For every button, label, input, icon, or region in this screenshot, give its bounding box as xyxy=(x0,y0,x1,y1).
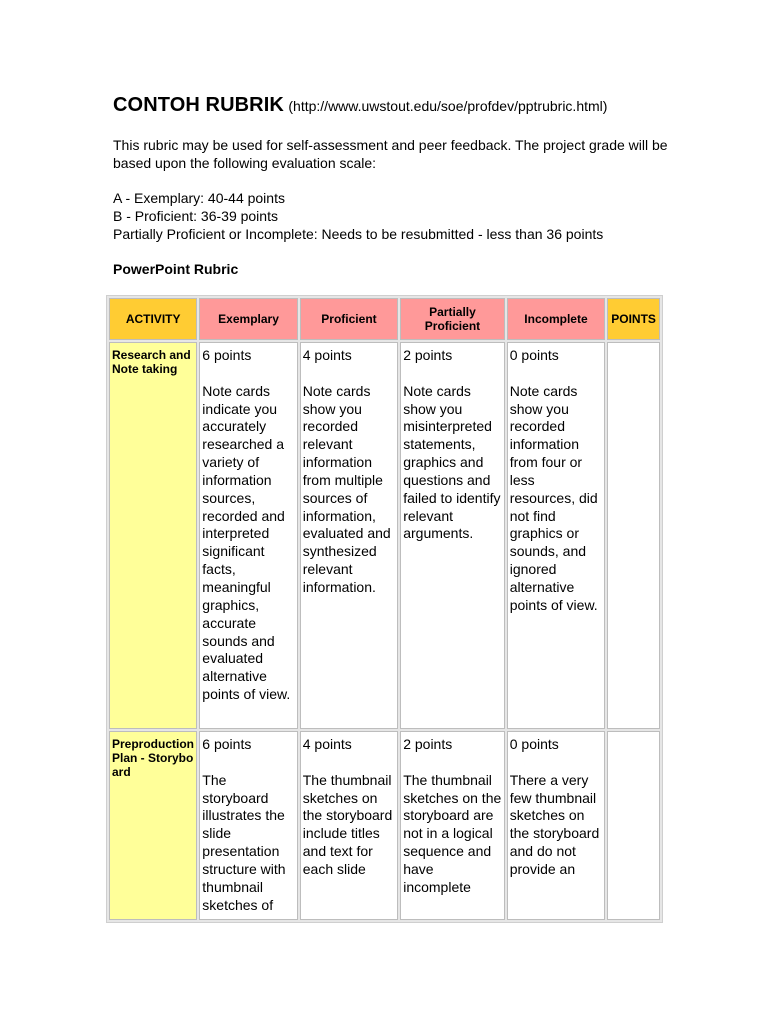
cell-description: Note cards show you recorded relevant information from multiple sources of information, evaluated and synthesized relevant information. xyxy=(302,382,391,595)
cell-clip xyxy=(510,736,602,916)
cell-clip xyxy=(303,736,395,916)
cell-points: 6 points xyxy=(202,347,252,363)
cell-description: Note cards show you recorded information from four or less resources, did not find graphics or sounds, and ignored alternative points of view. xyxy=(509,382,598,613)
title-text: CONTOH RUBRIK xyxy=(113,94,284,116)
rubric-cell xyxy=(507,342,605,729)
header-proficient: Proficient xyxy=(300,298,398,340)
grade-line: B - Proficient: 36-39 points xyxy=(113,208,278,224)
table-header-row xyxy=(109,298,660,340)
cell-clip xyxy=(403,736,502,916)
rubric-cell xyxy=(199,342,297,729)
cell-description: Note cards show you misinterpreted statements, graphics and questions and failed to identify relevant arguments. xyxy=(403,382,501,542)
rubric-cell xyxy=(300,342,398,729)
cell-points: 2 points xyxy=(403,347,453,363)
cell-description: There a very few thumbnail sketches on the storyboard and do not provide an xyxy=(509,771,600,877)
section-title: PowerPoint Rubric xyxy=(113,261,239,277)
header-points: POINTS xyxy=(607,298,660,340)
cell-points: 2 points xyxy=(403,736,453,752)
page-title xyxy=(113,94,607,117)
grade-line: Partially Proficient or Incomplete: Needs to be resubmitted - less than 36 points xyxy=(113,226,604,242)
points-cell xyxy=(607,342,660,729)
table-row xyxy=(109,342,660,729)
header-activity: ACTIVITY xyxy=(109,298,197,340)
activity-label: Preproduction Plan - Storyboard xyxy=(112,737,195,779)
rubric-cell xyxy=(507,731,605,920)
activity-cell: Research and Note taking xyxy=(109,342,197,729)
cell-description: Note cards indicate you accurately researched a variety of information sources, recorded and interpreted significant facts, meaningful graphics, accurate sounds and evaluated alternative points of view. xyxy=(202,382,291,703)
header-exemplary: Exemplary xyxy=(199,298,297,340)
cell-points: 6 points xyxy=(202,736,252,752)
cell-points: 4 points xyxy=(302,736,352,752)
grade-line: A - Exemplary: 40-44 points xyxy=(113,190,285,206)
source-url: (http://www.uwstout.edu/soe/profdev/pptrubric.html) xyxy=(288,98,608,114)
rubric-cell xyxy=(300,731,398,920)
cell-description: The storyboard illustrates the slide presentation structure with thumbnail sketches of xyxy=(202,771,286,913)
activity-cell xyxy=(109,731,197,920)
rubric-cell xyxy=(199,731,297,920)
cell-points: 4 points xyxy=(302,347,352,363)
intro-paragraph: This rubric may be used for self-assessment and peer feedback. The project grade will be based upon the following evaluation scale: xyxy=(113,137,668,171)
cell-points: 0 points xyxy=(509,736,559,752)
cell-points: 0 points xyxy=(509,347,559,363)
cell-clip xyxy=(202,736,294,916)
cell-description: The thumbnail sketches on the storyboard are not in a logical sequence and have incomplete xyxy=(403,771,502,895)
cell-description: The thumbnail sketches on the storyboard include titles and text for each slide xyxy=(302,771,393,877)
header-incomplete: Incomplete xyxy=(507,298,605,340)
table-row xyxy=(109,731,660,920)
rubric-cell xyxy=(400,731,505,920)
grade-scale xyxy=(113,189,603,243)
rubric-cell xyxy=(400,342,505,729)
rubric-table xyxy=(106,295,663,923)
points-cell xyxy=(607,731,660,920)
header-partially-proficient: Partially Proficient xyxy=(400,298,505,340)
